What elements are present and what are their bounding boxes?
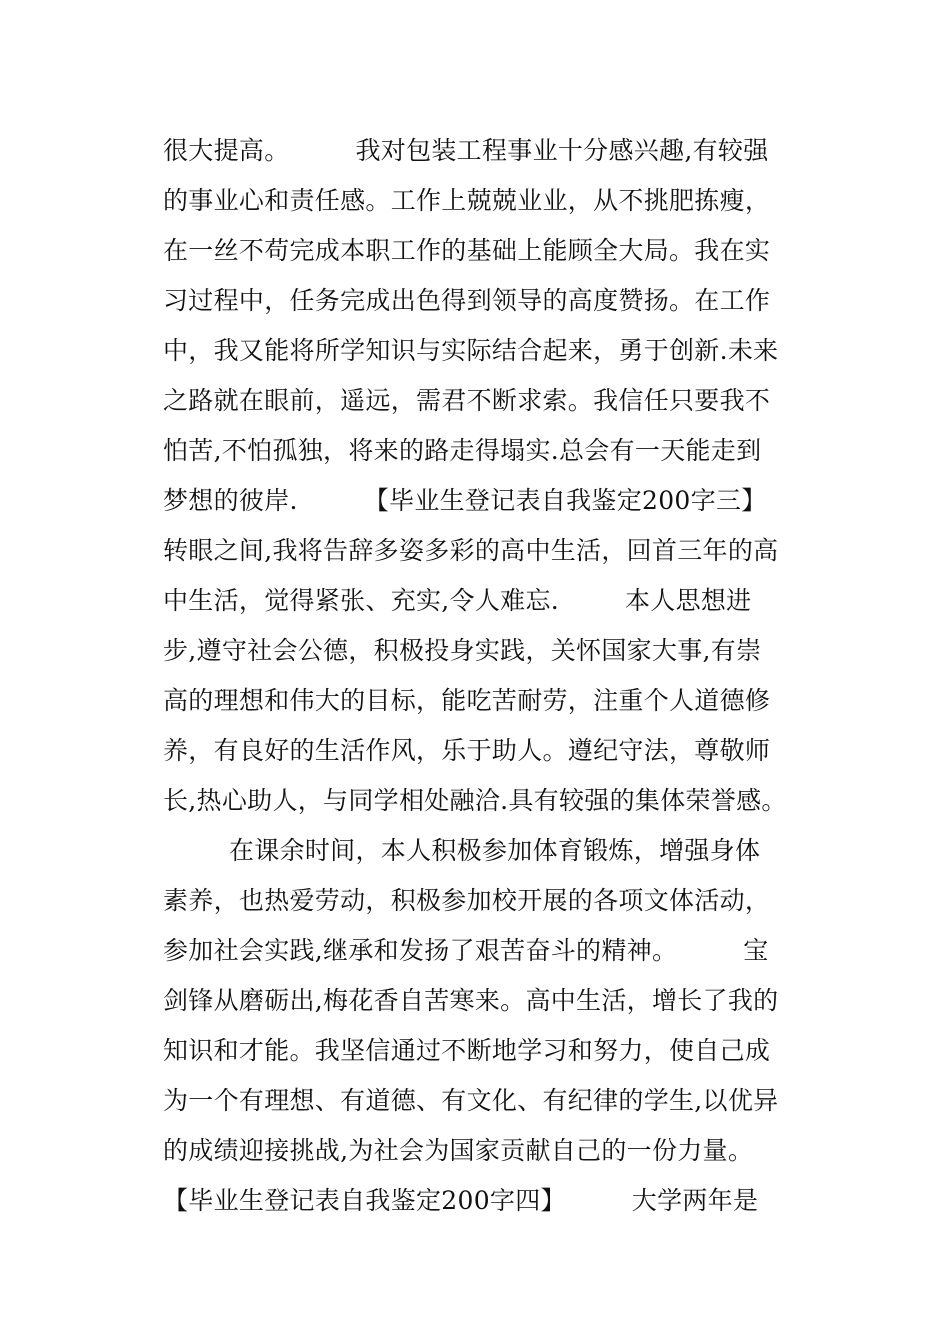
text-line: 的成绩迎接挑战,为社会为国家贡献自己的一份力量。 — [163, 1136, 754, 1165]
text-line: 素养，也热爱劳动，积极参加校开展的各项文体活动， — [163, 886, 771, 915]
text-line: 的事业心和责任感。工作上兢兢业业，从不挑肥拣瘦， — [163, 186, 771, 215]
text-line: 习过程中，任务完成出色得到领导的高度赞扬。在工作 — [163, 286, 771, 315]
text-line: 中生活，觉得紧张、充实,令人难忘. 本人思想进 — [163, 586, 752, 615]
text-line: 剑锋从磨砺出,梅花香自苦寒来。高中生活，增长了我的 — [163, 986, 779, 1015]
text-line: 步,遵守社会公德，积极投身实践，关怀国家大事,有崇 — [163, 636, 762, 665]
text-line: 长,热心助人，与同学相处融洽.具有较强的集体荣誉感。 — [163, 786, 787, 815]
text-line: 为一个有理想、有道德、有文化、有纪律的学生,以优异 — [163, 1086, 779, 1115]
text-line: 中，我又能将所学知识与实际结合起来，勇于创新.未来 — [163, 336, 779, 365]
body-text — [163, 126, 803, 1226]
text-line: 【毕业生登记表自我鉴定200字四】 大学两年是 — [163, 1186, 759, 1215]
text-line: 转眼之间,我将告辞多姿多彩的高中生活，回首三年的高 — [163, 536, 779, 565]
text-line: 养，有良好的生活作风，乐于助人。遵纪守法，尊敬师 — [163, 736, 771, 765]
text-line: 知识和才能。我坚信通过不断地学习和努力，使自己成 — [163, 1036, 771, 1065]
text-line: 怕苦,不怕孤独，将来的路走得塌实.总会有一天能走到 — [163, 436, 762, 465]
text-line: 在一丝不苟完成本职工作的基础上能顾全大局。我在实 — [163, 236, 771, 265]
text-line: 之路就在眼前，遥远，需君不断求索。我信任只要我不 — [163, 386, 771, 415]
text-line: 在课余时间，本人积极参加体育锻炼，增强身体 — [163, 836, 761, 865]
text-line: 参加社会实践,继承和发扬了艰苦奋斗的精神。 宝 — [163, 936, 769, 965]
text-line: 很大提高。 我对包装工程事业十分感兴趣,有较强 — [163, 136, 769, 165]
text-line: 高的理想和伟大的目标，能吃苦耐劳，注重个人道德修 — [163, 686, 771, 715]
text-line: 梦想的彼岸. 【毕业生登记表自我鉴定200字三】 — [163, 486, 767, 515]
